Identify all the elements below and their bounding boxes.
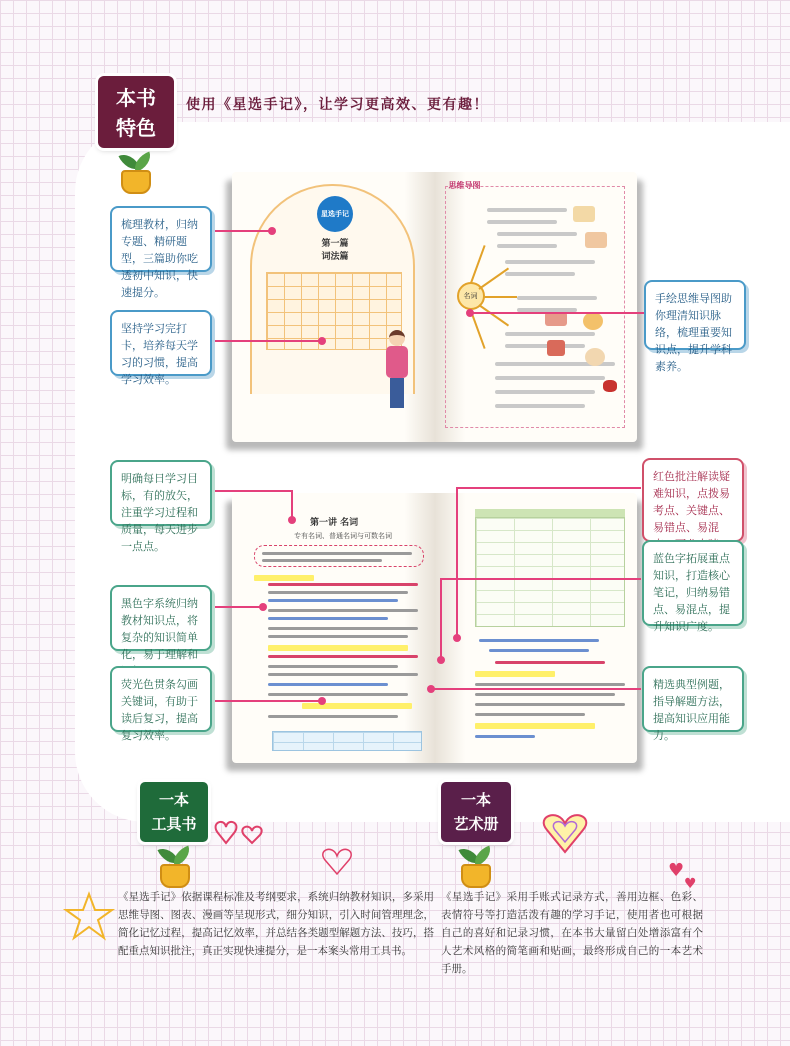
features-badge xyxy=(98,76,174,148)
brand-logo: 星选手记 xyxy=(317,196,353,232)
book1-left-page xyxy=(232,172,435,442)
heart-frame-doodle-icon xyxy=(533,808,597,860)
book2-right-page xyxy=(435,493,638,763)
callout-red-notes: 红色批注解读疑难知识，点拨易考点、关键点、易错点、易混 xyxy=(642,458,744,542)
book-spread-1 xyxy=(232,172,637,442)
plant-pot-icon xyxy=(456,846,496,890)
part-title xyxy=(310,238,360,264)
book2-left-page xyxy=(232,493,435,763)
part-title-main: 第一篇 xyxy=(321,239,349,249)
tool-book-badge xyxy=(140,782,208,842)
hearts-doodle-icon xyxy=(210,815,270,855)
art-book-badge xyxy=(441,782,511,842)
callout-examples: 精选典型例题，指导解题方法，提高知识应用能力。 xyxy=(642,666,744,732)
mindmap-label: 思维导图 xyxy=(448,181,481,190)
lesson-subtitle: 专有名词、普通名词与可数名词 xyxy=(294,532,392,540)
tagline: 使用《星选手记》，让学习更高效、更有趣！ xyxy=(186,97,489,113)
art-book-description: 《星选手记》采用手账式记录方式，善用边框、色彩、表情符号等打造活泼有趣的学习手记，使用者也可根据自己的喜好和记录习惯，在本书大量留白处增添富有个人艺术风格的简笔画和贴画，最终形成自己的一本艺术手册。 xyxy=(441,891,703,975)
callout-checkin: 坚持学习完打卡，培养每天学习的习惯，提高学习效率。 xyxy=(110,310,212,376)
lesson-title: 第一讲 名词 xyxy=(310,518,359,528)
callout-black-text: 黑色字系统归纳教材知识点，将复杂的知识简单化，易于理解和 xyxy=(110,585,212,651)
callout-daily-goal: 明确每日学习目标，有的放矢，注重学习过程和质量，每天进步一点点。 xyxy=(110,460,212,526)
heart-icon: ♥ xyxy=(684,876,697,892)
callout-blue-text: 蓝色字拓展重点知识，打造核心笔记，归纳易错点、易混点，提升知识广度。 xyxy=(642,540,744,626)
girl-illustration xyxy=(382,330,412,410)
badge-line-2: 特色 xyxy=(116,116,156,140)
heart-icon: ♥ xyxy=(668,860,685,881)
mindmap-center: 名词 xyxy=(457,282,485,310)
book-spread-2 xyxy=(232,493,637,763)
badge-line-1: 本书 xyxy=(116,86,156,110)
plant-pot-icon xyxy=(155,846,195,890)
art-badge-line-2: 艺术册 xyxy=(453,815,499,833)
art-badge-line-1: 一本 xyxy=(460,791,491,809)
book1-right-page xyxy=(435,172,638,442)
tool-badge-line-1: 一本 xyxy=(158,791,189,809)
vocab-table xyxy=(272,731,422,751)
grammar-table xyxy=(475,517,625,627)
tool-book-description: 《星选手记》依据课程标准及考纲要求，系统归纳教材知识，多采用思维导图、图表、漫画等呈现形式，细分知识，引入时间管理理念，简化记忆过程，提高记忆效率，并总结各类题型解题方法、技巧，搭配重点知识批注，真正实现快速提分，是一本案头常用工具书。 xyxy=(118,891,434,957)
part-title-sub: 词法篇 xyxy=(321,252,349,262)
callout-mindmap: 手绘思维导图助你理清知识脉络，梳理重要知识点，提升学科素养。 xyxy=(644,280,746,350)
tool-badge-line-2: 工具书 xyxy=(151,815,197,833)
plant-pot-icon xyxy=(116,152,156,196)
star-doodle-icon xyxy=(62,890,116,944)
callout-textbook: 梳理教材，归纳专题、精研题型，三篇助你吃透初中知识，快速提分。 xyxy=(110,206,212,272)
callout-highlight: 荧光色贯条勾画关键词，有助于读后复习，提高复习效率。 xyxy=(110,666,212,732)
heart-doodle-icon xyxy=(315,844,361,880)
